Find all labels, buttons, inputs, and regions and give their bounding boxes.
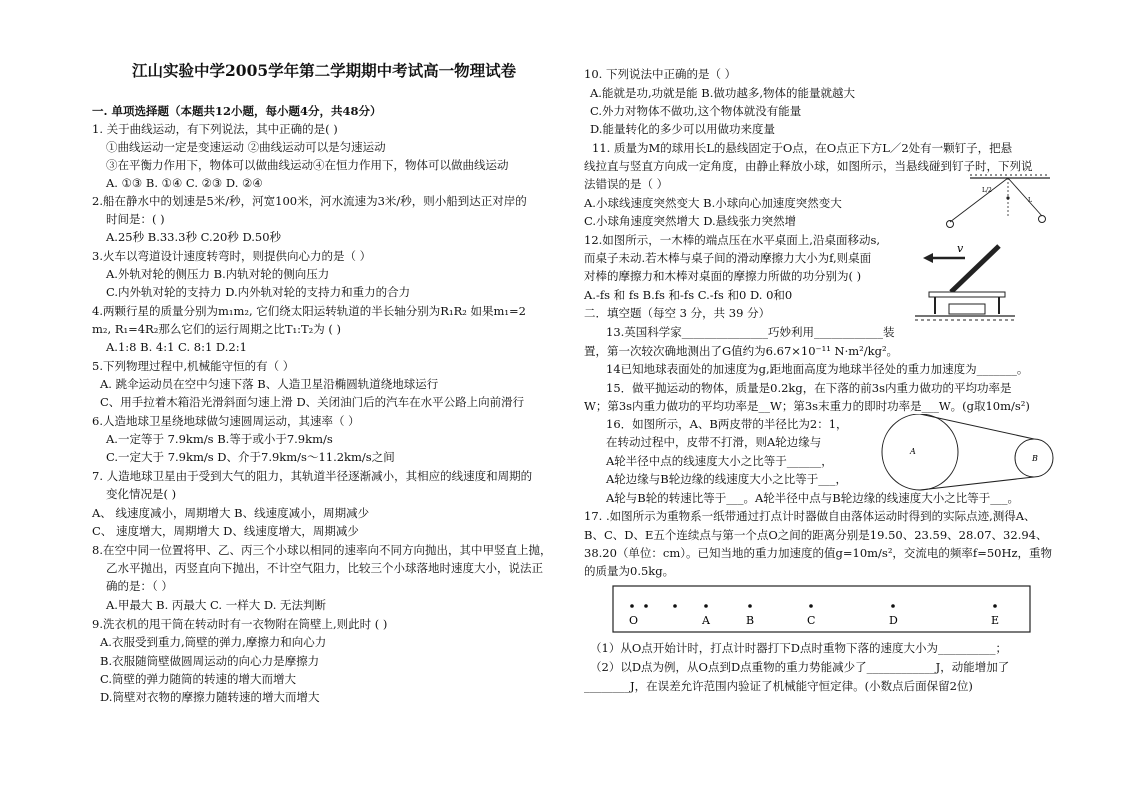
paper-tape [613, 586, 1030, 632]
question-17-cont-2: 38.20（单位：cm）。已知当地的重力加速度的值g=10m/s²，交流电的频率f=50Hz，重物 [584, 546, 1053, 560]
question-17: 17. .如图所示为重物系一纸带通过打点计时器做自由落体运动时得到的实际点迹,测得A、 [584, 509, 1036, 523]
table-top [929, 292, 1005, 297]
nail-dot [1006, 196, 1009, 199]
pulley-a-label: A [910, 447, 916, 456]
question-8-cont: 乙水平抛出，丙竖直向下抛出，不计空气阻力，比较三个小球落地时速度大小，说法正 [106, 561, 543, 575]
tape-label-b: B [746, 614, 755, 627]
q7-options-cd: C、 速度增大，周期增大 D、线速度增大，周期减少 [92, 524, 359, 538]
velocity-arrowhead [923, 253, 933, 263]
velocity-label: v [957, 242, 964, 255]
q7-options-ab: A、 线速度减小，周期增大 B、线速度减小，周期减少 [92, 506, 370, 520]
tape-label-d: D [889, 614, 898, 627]
question-7-cont: 变化情况是( ) [106, 487, 177, 501]
tape-dot [644, 604, 648, 608]
q3-options-cd: C.内外轨对轮的支持力 D.内外轨对轮的支持力和重力的合力 [106, 285, 411, 299]
q17-part-2-cont: ________J，在误差允许范围内验证了机械能守恒定律。(小数点后面保留2位) [584, 679, 973, 693]
exam-title: 江山实验中学2005学年第二学期期中考试高一物理试卷 [132, 61, 517, 80]
section-heading-multiple-choice: 一. 单项选择题（本题共12小题，每小题4分，共48分） [92, 104, 382, 118]
question-5: 5.下列物理过程中,机械能守恒的有（ ） [92, 359, 295, 373]
q1-options: A. ①③ B. ①④ C. ②③ D. ②④ [106, 176, 263, 190]
question-17-cont: B、C、D、E五个连续点与第一个点O之间的距离分别是19.50、23.59、28.07、32.94、 [584, 528, 1048, 542]
question-11: 11. 质量为M的球用长L的悬线固定于O点，在O点正下方L／2处有一颗钉子，把悬 [592, 141, 1013, 155]
question-17-cont-3: 的质量为0.5kg。 [584, 564, 675, 578]
question-11-cont-2: 法错误的是（ ） [584, 177, 669, 191]
q17-part-2: （2）以D点为例，从O点到D点重物的重力势能减少了____________J，动能增加了 [590, 660, 1010, 674]
question-12: 12.如图所示，一木棒的端点压在水平桌面上,沿桌面移动s, [584, 233, 880, 247]
q12-options: A.-fs 和 fs B.fs 和-fs C.-fs 和0 D. 0和0 [584, 288, 793, 302]
paper-tape-figure [612, 585, 1032, 633]
q4-options: A.1:8 B. 4:1 C. 8:1 D.2:1 [106, 340, 247, 354]
question-4: 4.两颗行星的质量分别为m₁m₂, 它们绕太阳运转轨道的半长轴分别为R₁R₂ 如果m₁=2 [92, 304, 526, 318]
q9-option-d: D.筒壁对衣物的摩擦力随转速的增大而增大 [100, 690, 320, 704]
section-heading-fill-in: 二．填空题（每空 3 分，共 39 分） [584, 306, 771, 320]
question-8-cont-2: 确的是：（ ） [106, 579, 173, 593]
label-l-half: L/2 [982, 187, 992, 194]
rod-table-figure [915, 232, 1015, 324]
question-13: 13.英国科学家_______________巧妙利用____________装 [606, 325, 895, 339]
question-12-cont-2: 对棒的摩擦力和木棒对桌面的摩擦力所做的功分别为( ) [584, 269, 862, 283]
q9-option-c: C.筒壁的弹力随筒的转速的增大而增大 [100, 672, 297, 686]
pendulum-figure [930, 172, 1060, 236]
belt-bottom [920, 477, 1034, 490]
tape-dot [673, 604, 677, 608]
tape-dot-d [891, 604, 895, 608]
question-11-cont: 线拉直与竖直方向成一定角度，由静止释放小球，如图所示，当悬线碰到钉子时，下列说 [584, 159, 1033, 173]
question-16-cont: 在转动过程中，皮带不打滑，则A轮边缘与 [606, 435, 822, 449]
question-16: 16．如图所示，A、B两皮带的半径比为2：1， [606, 417, 848, 431]
tape-label-a: A [702, 614, 710, 627]
question-6: 6.人造地球卫星绕地球做匀速圆周运动，其速率（ ） [92, 414, 360, 428]
tape-label-e: E [991, 614, 1000, 627]
pendulum-string-right [1008, 178, 1042, 216]
q16-blank-3: A轮与B轮的转速比等于___。A轮半径中点与B轮边缘的线速度大小之比等于___。 [606, 491, 1020, 505]
question-4-cont: m₂, R₁=4R₂那么它们的运行周期之比T₁:T₂为 ( ) [92, 322, 342, 336]
q16-blank-1: A轮半径中点的线速度大小之比等于______， [606, 454, 833, 468]
question-1: 1. 关于曲线运动，有下列说法，其中正确的是( ) [92, 122, 338, 136]
q5-options-cd: C、用手拉着木箱沿光滑斜面匀速上滑 D、关闭油门后的汽车在水平公路上向前滑行 [100, 395, 525, 409]
q8-options: A.甲最大 B. 丙最大 C. 一样大 D. 无法判断 [106, 598, 327, 612]
q11-options-cd: C.小球角速度突然增大 D.悬线张力突然增 [584, 214, 797, 228]
tape-label-c: C [807, 614, 816, 627]
label-l: L [1028, 197, 1032, 204]
belt-pulley-figure [878, 414, 1058, 494]
question-15: 15．做平抛运动的物体，质量是0.2kg，在下落的前3s内重力做功的平均功率是 [606, 381, 1012, 395]
q1-statement-b: ③在平衡力作用下，物体可以做曲线运动④在恒力作用下，物体可以做曲线运动 [106, 158, 509, 172]
q11-options-ab: A.小球线速度突然变大 B.小球向心加速度突然变大 [584, 196, 842, 210]
q5-options-ab: A. 跳伞运动员在空中匀速下落 B、人造卫星沿椭圆轨道绕地球运行 [100, 377, 439, 391]
tape-dot [630, 604, 634, 608]
tape-dot-c [809, 604, 813, 608]
question-3: 3.火车以弯道设计速度转弯时，则提供向心力的是（ ） [92, 249, 372, 263]
question-2-cont: 时间是：( ) [106, 212, 165, 226]
question-14: 14已知地球表面处的加速度为g,距地面高度为地球半径处的重力加速度为_______。 [606, 362, 1029, 376]
q3-options-ab: A.外轨对轮的侧压力 B.内轨对轮的侧向压力 [106, 267, 330, 281]
q6-options-cd: C.一定大于 7.9km/s D、介于7.9km/s～11.2km/s之间 [106, 450, 395, 464]
question-10: 10. 下列说法中正确的是（ ） [584, 67, 737, 81]
question-13-cont: 置，第一次较次确地测出了G值约为6.67×10⁻¹¹ N·m²/kg²。 [584, 344, 899, 358]
q6-options-ab: A.一定等于 7.9km/s B.等于或小于7.9km/s [106, 432, 333, 446]
q10-options-ab: A.能就是功,功就是能 B.做功越多,物体的能量就越大 [590, 86, 856, 100]
question-2: 2.船在静水中的划速是5米/秒，河宽100米，河水流速为3米/秒，则小船到达正对岸的 [92, 194, 527, 208]
q17-part-1: （1）从O点开始计时，打点计时器打下D点时重物下落的速度大小为__________； [590, 641, 1007, 655]
q9-option-b: B.衣服随筒壁做圆周运动的向心力是摩擦力 [100, 654, 320, 668]
question-9: 9.洗衣机的甩干筒在转动时有一衣物附在筒壁上,则此时 ( ) [92, 617, 388, 631]
tape-dot-e [993, 604, 997, 608]
q1-statement-a: ①曲线运动一定是变速运动 ②曲线运动可以是匀速运动 [106, 140, 386, 154]
question-7: 7. 人造地球卫星由于受到大气的阻力，其轨道半径逐渐减小，其相应的线速度和周期的 [92, 469, 533, 483]
question-12-cont: 而桌子未动.若木棒与桌子间的滑动摩擦力大小为f,则桌面 [584, 251, 872, 265]
q2-options: A.25秒 B.33.3秒 C.20秒 D.50秒 [106, 230, 282, 244]
pulley-a [882, 414, 958, 490]
q9-option-a: A.衣服受到重力,筒壁的弹力,摩擦力和向心力 [100, 635, 327, 649]
table-drawer [949, 304, 985, 314]
tape-dot-b [748, 604, 752, 608]
q10-option-d: D.能量转化的多少可以用做功来度量 [590, 122, 775, 136]
tape-dot-a [704, 604, 708, 608]
pulley-b-label: B [1032, 454, 1038, 463]
pendulum-ball-right [1039, 216, 1046, 223]
belt-top [920, 414, 1034, 439]
q10-option-c: C.外力对物体不做功,这个物体就没有能量 [590, 104, 802, 118]
tape-label-o: O [629, 614, 639, 627]
question-15-cont: W；第3s内重力做功的平均功率是__W；第3s末重力的即时功率是___W。(g取10m/s²) [584, 399, 1030, 413]
q16-blank-2: A轮边缘与B轮边缘的线速度大小之比等于___， [606, 472, 848, 486]
pendulum-string-left [950, 178, 1008, 222]
question-8: 8.在空中同一位置将甲、乙、丙三个小球以相同的速率向不同方向抛出，其中甲竖直上抛， [92, 543, 552, 557]
